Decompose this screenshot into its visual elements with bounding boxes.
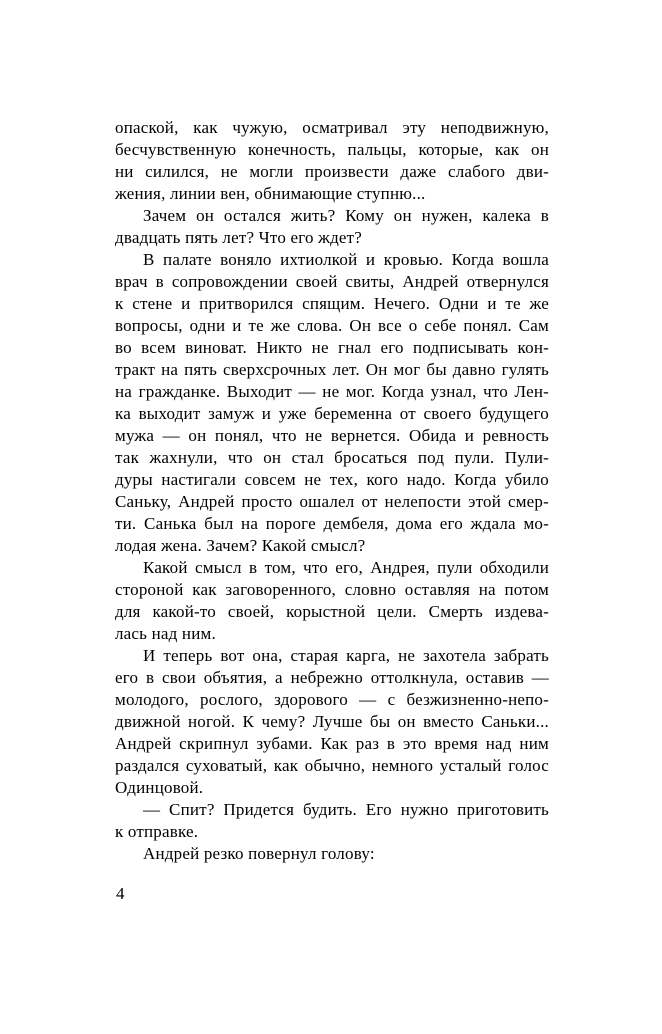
text-line: мужа — он понял, что не вернется. Обида и ревность [115, 426, 549, 445]
text-line: Саньку, Андрей просто ошалел от нелепости этой смер- [115, 492, 549, 511]
text-line: раздался суховатый, как обычно, немного усталый голос [115, 756, 549, 775]
text-line: Одинцовой. [115, 778, 204, 797]
text-line: И теперь вот она, старая карга, не захотела забрать [143, 646, 549, 665]
text-line: Андрей скрипнул зубами. Как раз в это время над ним [115, 734, 549, 753]
page-number: 4 [116, 884, 125, 903]
text-line: бесчувственную конечность, пальцы, которые, как он [115, 140, 549, 159]
text-line: Зачем он остался жить? Кому он нужен, калека в [143, 206, 549, 225]
text-line: так жахнули, что он стал бросаться под пули. Пули- [115, 448, 549, 467]
text-line: лодая жена. Зачем? Какой смысл? [115, 536, 366, 555]
text-line: к отправке. [115, 822, 199, 841]
text-line: ни силился, не могли произвести даже слабого дви- [115, 162, 549, 181]
text-line: стороной как заговоренного, словно оставляя на потом [115, 580, 549, 599]
text-line: для какой-то своей, корыстной цели. Смерть издева- [115, 602, 549, 621]
text-line: его в свои объятия, а небрежно оттолкнула, оставив — [115, 668, 549, 687]
text-line: ти. Санька был на пороге дембеля, дома его ждала мо- [115, 514, 549, 533]
text-line: Какой смысл в том, что его, Андрея, пули обходили [143, 558, 549, 577]
text-line: жения, линии вен, обнимающие ступню... [115, 184, 426, 203]
text-line: к стене и притворился спящим. Нечего. Одни и те же [115, 294, 549, 313]
text-line: молодого, рослого, здорового — с безжизненно-непо- [115, 690, 549, 709]
text-line: движной ногой. К чему? Лучше бы он вместо Саньки... [115, 712, 549, 731]
text-line: врач в сопровождении своей свиты, Андрей отвернулся [115, 272, 549, 291]
text-line: В палате воняло ихтиолкой и кровью. Когда вошла [143, 250, 549, 269]
text-line: вопросы, одни и те же слова. Он все о себе понял. Сам [115, 316, 549, 335]
text-line: двадцать пять лет? Что его ждет? [115, 228, 363, 247]
text-line: лась над ним. [115, 624, 216, 643]
text-line: на гражданке. Выходит — не мог. Когда узнал, что Лен- [115, 382, 549, 401]
text-block [115, 117, 549, 865]
text-line: — Спит? Придется будить. Его нужно приготовить [143, 800, 549, 819]
text-line: тракт на пять сверхсрочных лет. Он мог бы давно гулять [115, 360, 549, 379]
text-line: Андрей резко повернул голову: [143, 844, 375, 863]
text-line: во всем виноват. Никто не гнал его подписывать кон- [115, 338, 549, 357]
text-line: опаской, как чужую, осматривал эту неподвижную, [115, 118, 549, 137]
text-line: ка выходит замуж и уже беременна от своего будущего [115, 404, 549, 423]
text-line: дуры настигали совсем не тех, кого надо. Когда убило [115, 470, 549, 489]
